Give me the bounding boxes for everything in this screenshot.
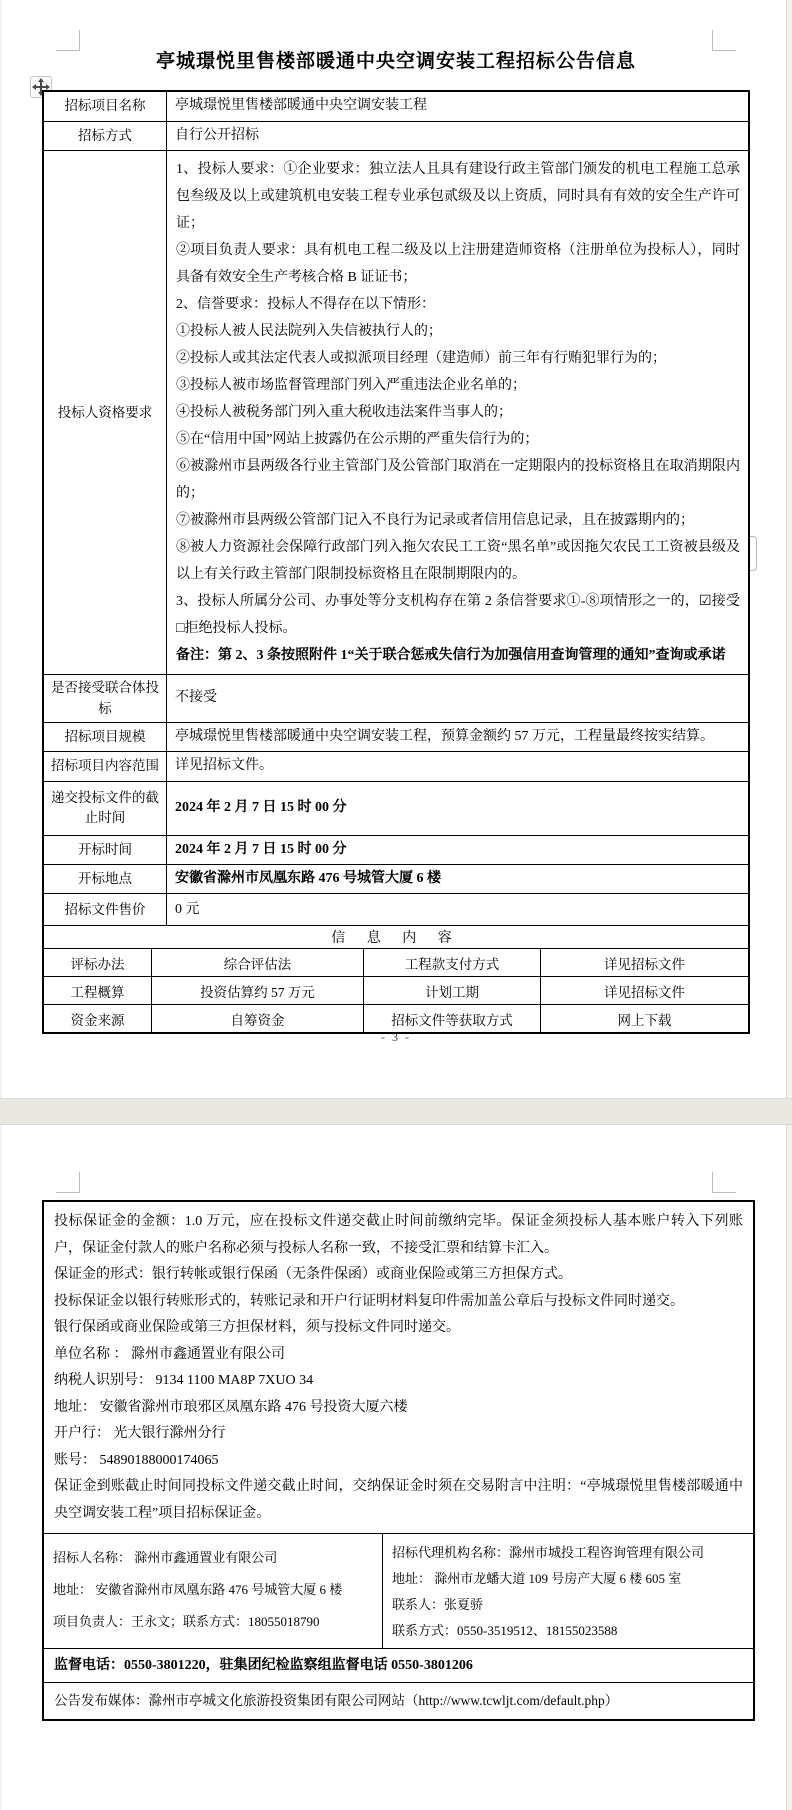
supervision-phone-row: 监督电话：0550-3801220，驻集团纪检监察组监督电话 0550-3801206 (44, 1648, 753, 1682)
qualification-line: ⑥被滁州市县两级各行业主管部门及公管部门取消在一定期限内的投标资格且在取消期限内的； (176, 459, 740, 502)
info-cell: 工程款支付方式 (364, 949, 541, 976)
info-cell: 详见招标文件 (604, 956, 685, 972)
row-value: 自行公开招标 (175, 128, 259, 143)
table-row-deadline (44, 781, 748, 835)
vertical-scrollbar[interactable] (786, 0, 792, 1810)
account-address: 地址： 安徽省滁州市琅邪区凤凰东路 476 号投资大厦六楼 (54, 1399, 408, 1415)
table-row-open-place (44, 864, 748, 893)
row-label: 递交投标文件的截止时间 (44, 782, 167, 835)
deposit-paragraph: 银行保函或商业保险或第三方担保材料，须与投标文件同时递交。 (54, 1320, 460, 1335)
row-label: 开标地点 (44, 865, 167, 893)
row-value: 详见招标文件。 (175, 758, 273, 774)
qualification-line: ⑧被人力资源社会保障行政部门列入拖欠农民工工资“黑名单”或因拖欠农民工工资被县级及以上有关行政主管部门限制投标资格且在限制期限内的。 (176, 540, 740, 583)
info-cell: 综合评估法 (152, 949, 364, 976)
page-title: 亭城璟悦里售楼部暖通中央空调安装工程招标公告信息 (155, 51, 636, 72)
deposit-paragraph: 投标保证金的金额：1.0 万元，应在投标文件递交截止时间前缴纳完毕。保证金须投标人基本账户转入下列账户，保证金付款人的账户名称必须与投标人名称一致，不接受汇票和结算卡汇入。 (54, 1214, 743, 1256)
row-value: 2024 年 2 月 7 日 15 时 00 分 (175, 799, 347, 815)
table-row-project-name (44, 92, 748, 121)
bidder-address: 地址： 安徽省滁州市凤凰东路 476 号城管大厦 6 楼 (53, 1582, 343, 1597)
info-cell: 招标文件等获取方式 (364, 1005, 541, 1032)
row-label: 招标文件售价 (44, 894, 167, 925)
info-row-evaluation (44, 948, 748, 976)
row-value: 亭城璟悦里售楼部暖通中央空调安装工程 (175, 98, 427, 114)
qualification-line: ①投标人被人民法院列入失信被执行人的； (176, 324, 442, 340)
qualification-line: ⑤在“信用中国”网站上披露仍在公示期的严重失信行为的； (176, 432, 539, 448)
announcement-media-row: 公告发布媒体：滁州市亭城文化旅游投资集团有限公司网站（http://www.tcwljt.com/default.php） (44, 1682, 753, 1719)
info-cell: 详见招标文件 (604, 984, 685, 1000)
bidder-manager: 项目负责人：王永文；联系方式：18055018790 (53, 1614, 320, 1629)
row-label: 开标时间 (44, 836, 167, 864)
agency-contact-person: 联系人：张夏骄 (392, 1597, 484, 1612)
row-value: 安徽省滁州市凤凰东路 476 号城管大厦 6 楼 (175, 871, 441, 887)
info-cell: 网上下载 (617, 1012, 672, 1028)
taxpayer-id: 纳税人识别号： 9134 1100 MA8P 7XUO 34 (54, 1373, 314, 1388)
row-label: 招标项目内容范围 (44, 752, 167, 780)
page2-corner-mark-top-left (56, 1172, 80, 1193)
info-cell: 自筹资金 (152, 1005, 364, 1032)
contact-section (44, 1533, 753, 1648)
table-row-qualification (44, 150, 748, 674)
qualification-line: ④投标人被税务部门列入重大税收违法案件当事人的； (176, 405, 512, 421)
info-content-header: 信 息 内 容 (44, 925, 748, 948)
deposit-remark: 保证金到账截止时间同投标文件递交截止时间，交纳保证金时须在交易附言中注明：“亭城璟悦里售楼部暖通中央空调安装工程”项目招标保证金。 (54, 1479, 743, 1521)
row-label: 是否接受联合体投标 (44, 675, 167, 722)
agency-phone: 联系方式：0550-3519512、18155023588 (392, 1623, 618, 1638)
row-label: 招标方式 (44, 122, 167, 150)
table-row-scale (44, 722, 748, 751)
move-arrow-left-icon (32, 84, 36, 90)
table-row-doc-price (44, 893, 748, 925)
info-cell: 评标办法 (44, 949, 152, 976)
qualification-line: 1、投标人要求：①企业要求：独立法人且具有建设行政主管部门颁发的机电工程施工总承包叁级及以上或建筑机电安装工程专业承包贰级及以上资质，同时具有有效的安全生产许可证； (176, 162, 740, 232)
table-row-method (44, 121, 748, 150)
row-value: 不接受 (175, 690, 217, 706)
account-number: 账号： 54890188000174065 (54, 1452, 219, 1468)
table-row-joint-venture (44, 674, 748, 722)
qualification-text (167, 151, 748, 674)
qualification-line: ③投标人被市场监督管理部门列入严重违法企业名单的； (176, 378, 526, 394)
bidder-contact-cell (44, 1534, 383, 1648)
qualification-note: 备注：第 2、3 条按照附件 1“关于联合惩戒失信行为加强信用查询管理的通知”查询或承诺 (176, 648, 726, 664)
info-cell: 计划工期 (364, 977, 541, 1004)
deposit-paragraph: 投标保证金以银行转账形式的，转账记录和开户行证明材料复印件需加盖公章后与投标文件同时递交。 (54, 1293, 684, 1309)
row-label: 招标项目规模 (44, 723, 167, 751)
agency-name: 招标代理机构名称：滁州市城投工程咨询管理有限公司 (392, 1545, 705, 1560)
move-arrow-up-icon (38, 78, 44, 82)
page-number: - 3 - (381, 1030, 411, 1044)
row-label: 投标人资格要求 (44, 151, 167, 674)
table-row-scope (44, 751, 748, 780)
qualification-line-checkbox: 3、投标人所属分公司、办事处等分支机构存在第 2 条信誉要求①-⑧项情形之一的，☑接受□拒绝投标人投标。 (176, 594, 740, 637)
deposit-section (44, 1202, 753, 1533)
row-label: 招标项目名称 (44, 92, 167, 121)
account-company-name: 单位名称 ： 滁州市鑫通置业有限公司 (54, 1346, 285, 1362)
table-row-open-time (44, 835, 748, 864)
page2-corner-mark-top-right (712, 1172, 736, 1193)
info-cell: 投资估算约 57 万元 (152, 977, 364, 1004)
info-cell: 工程概算 (44, 977, 152, 1004)
row-value: 2024 年 2 月 7 日 15 时 00 分 (175, 841, 347, 857)
qualification-line: ②项目负责人要求：具有机电工程二级及以上注册建造师资格（注册单位为投标人），同时具备有效安全生产考核合格 B 证证书； (176, 243, 740, 286)
qualification-line: ⑦被滁州市县两级公管部门记入不良行为记录或者信用信息记录，且在披露期内的； (176, 513, 694, 529)
info-cell: 资金来源 (44, 1005, 152, 1032)
qualification-line: 2、信誉要求：投标人不得存在以下情形： (176, 297, 435, 313)
window-left-edge (0, 0, 2, 1810)
row-value: 亭城璟悦里售楼部暖通中央空调安装工程，预算金额约 57 万元，工程量最终按实结算。 (175, 728, 714, 744)
deposit-paragraph: 保证金的形式：银行转帐或银行保函（无条件保函）或商业保险或第三方担保方式。 (54, 1267, 572, 1282)
bank-name: 开户行： 光大银行滁州分行 (54, 1426, 226, 1441)
deposit-and-contact-table (42, 1200, 755, 1721)
row-value: 0 元 (175, 901, 200, 917)
qualification-line: ②投标人或其法定代表人或拟派项目经理（建造师）前三年有行贿犯罪行为的； (176, 351, 666, 367)
page-break-separator (0, 1098, 792, 1125)
info-row-budget (44, 976, 748, 1004)
agency-contact-cell (383, 1534, 753, 1648)
tender-info-table (42, 90, 750, 1034)
agency-address: 地址： 滁州市龙蟠大道 109 号房产大厦 6 楼 605 室 (392, 1571, 682, 1586)
bidder-name: 招标人名称： 滁州市鑫通置业有限公司 (53, 1550, 278, 1565)
info-row-funding (44, 1004, 748, 1032)
